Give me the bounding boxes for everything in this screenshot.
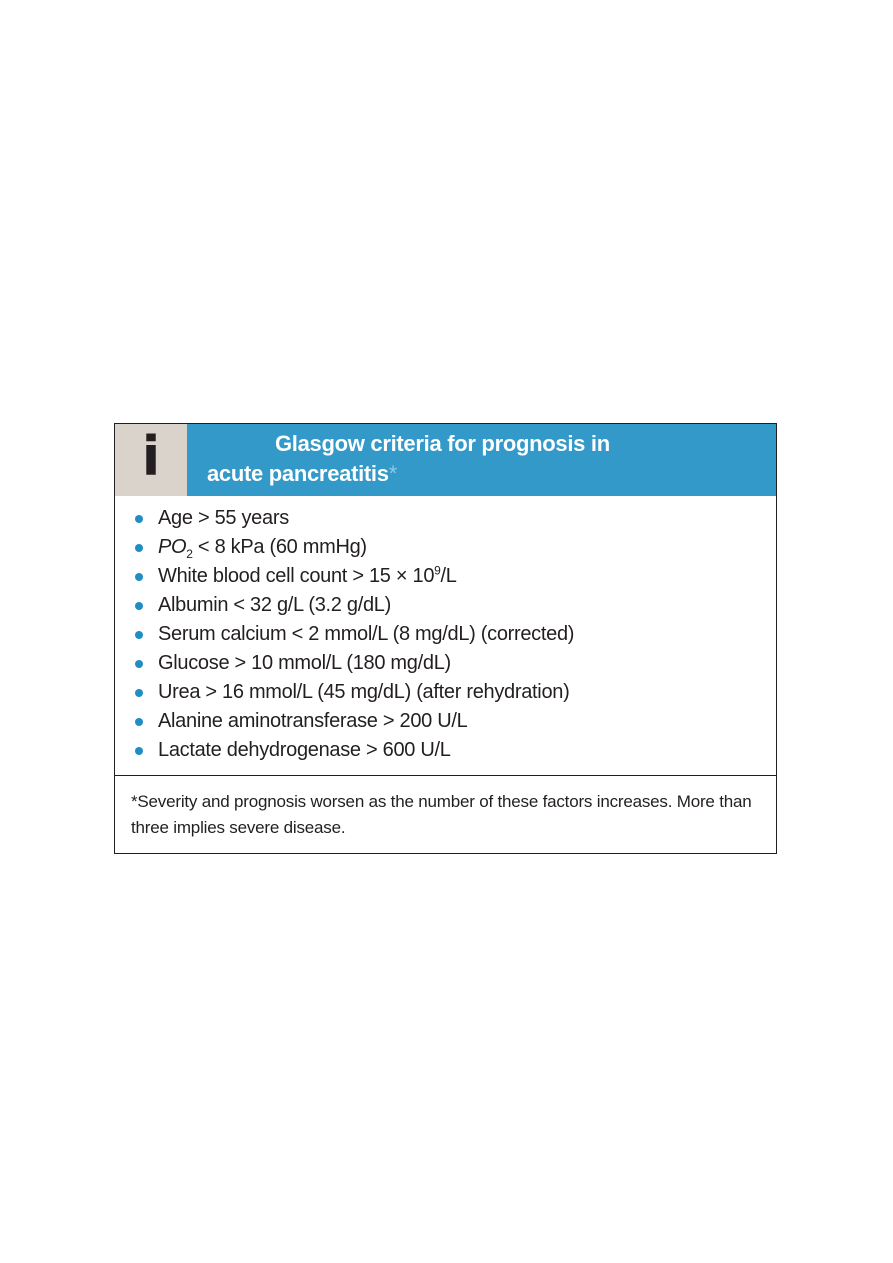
criteria-text: Albumin < 32 g/L (3.2 g/dL) bbox=[158, 594, 391, 616]
criteria-item bbox=[115, 562, 776, 591]
criteria-text: Serum calcium < 2 mmol/L (8 mg/dL) (corrected) bbox=[158, 623, 575, 645]
bullet-icon bbox=[135, 544, 143, 552]
criteria-text: Glucose > 10 mmol/L (180 mg/dL) bbox=[158, 652, 451, 674]
criteria-item bbox=[115, 504, 776, 533]
info-box-header bbox=[115, 424, 776, 496]
bullet-icon bbox=[135, 718, 143, 726]
criteria-list bbox=[115, 496, 776, 775]
criteria-superscript: 9 bbox=[434, 563, 441, 578]
bullet-icon bbox=[135, 660, 143, 668]
bullet-icon bbox=[135, 631, 143, 639]
criteria-item bbox=[115, 649, 776, 678]
criteria-text: PO bbox=[158, 536, 187, 558]
bullet-icon bbox=[135, 573, 143, 581]
bullet-icon bbox=[135, 515, 143, 523]
criteria-item bbox=[115, 533, 776, 562]
criteria-text: Urea > 16 mmol/L (45 mg/dL) (after rehydration) bbox=[158, 681, 570, 703]
box-title-line-2-text: acute pancreatitis bbox=[207, 461, 389, 486]
criteria-subscript: 2 bbox=[186, 547, 193, 561]
info-box bbox=[114, 423, 777, 854]
footnote-marker: * bbox=[388, 461, 397, 486]
box-title bbox=[187, 424, 776, 496]
footnote: *Severity and prognosis worsen as the number of these factors increases. More than three implies severe disease. bbox=[131, 792, 752, 837]
criteria-text: Alanine aminotransferase > 200 U/L bbox=[158, 710, 468, 732]
criteria-item bbox=[115, 707, 776, 736]
criteria-item bbox=[115, 591, 776, 620]
info-icon-glyph: i bbox=[141, 425, 161, 488]
bullet-icon bbox=[135, 689, 143, 697]
criteria-item bbox=[115, 620, 776, 649]
criteria-text: Lactate dehydrogenase > 600 U/L bbox=[158, 739, 451, 761]
criteria-text: Age > 55 years bbox=[158, 507, 289, 529]
box-title-line-1: Glasgow criteria for prognosis in bbox=[275, 431, 610, 456]
box-title-line-2 bbox=[207, 459, 776, 489]
criteria-item bbox=[115, 678, 776, 707]
criteria-text-suffix: < 8 kPa (60 mmHg) bbox=[192, 536, 367, 558]
bullet-icon bbox=[135, 747, 143, 755]
criteria-item bbox=[115, 736, 776, 765]
criteria-text-suffix: /L bbox=[440, 565, 457, 587]
criteria-text: White blood cell count > 15 × 10 bbox=[158, 565, 435, 587]
bullet-icon bbox=[135, 602, 143, 610]
info-icon bbox=[115, 424, 187, 496]
